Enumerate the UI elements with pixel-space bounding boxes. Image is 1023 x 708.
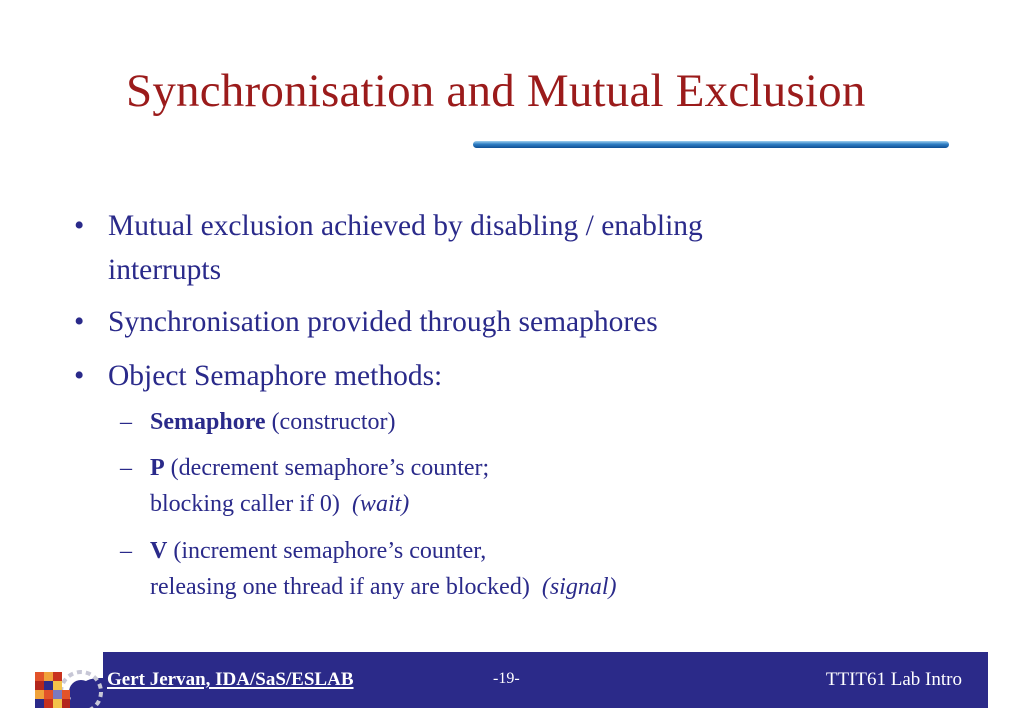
- method-description: (constructor): [265, 409, 396, 435]
- method-description: (increment semaphore’s counter,: [167, 538, 487, 564]
- bullet-item: [74, 354, 443, 398]
- title-underline: [473, 141, 949, 148]
- bullet-text-line: Mutual exclusion achieved by disabling / enabling: [108, 210, 703, 242]
- bullet-text-line: Synchronisation provided through semaphores: [108, 306, 658, 338]
- logo-icon: [33, 652, 103, 708]
- sub-item-p: [120, 450, 490, 522]
- method-name: Semaphore: [150, 409, 266, 435]
- page-number: -19-: [493, 670, 520, 687]
- bullet-marker: •: [74, 306, 85, 338]
- footer-bar: [33, 652, 988, 708]
- method-description-cont: releasing one thread if any are blocked): [150, 574, 542, 600]
- bullet-marker: •: [74, 360, 85, 392]
- sub-item-v: [120, 533, 617, 605]
- slide-title: Synchronisation and Mutual Exclusion: [126, 65, 866, 117]
- method-alias: (signal): [541, 574, 617, 600]
- method-description: (decrement semaphore’s counter;: [164, 455, 490, 481]
- sub-item-semaphore: [120, 404, 396, 440]
- bullet-text-line: interrupts: [108, 254, 222, 286]
- bullet-item: [74, 300, 658, 344]
- sub-marker: –: [120, 538, 132, 564]
- bullet-text-line: Object Semaphore methods:: [108, 360, 443, 392]
- bullet-item: [74, 204, 703, 292]
- sub-marker: –: [120, 455, 132, 481]
- method-name: V: [150, 538, 168, 564]
- footer-author: Gert Jervan, IDA/SaS/ESLAB: [107, 669, 354, 690]
- sub-marker: –: [120, 409, 132, 435]
- method-description-cont: blocking caller if 0): [150, 491, 352, 517]
- bullet-marker: •: [74, 210, 85, 242]
- method-alias: (wait): [351, 491, 410, 517]
- method-name: P: [150, 455, 165, 481]
- course-name: TTIT61 Lab Intro: [825, 669, 962, 690]
